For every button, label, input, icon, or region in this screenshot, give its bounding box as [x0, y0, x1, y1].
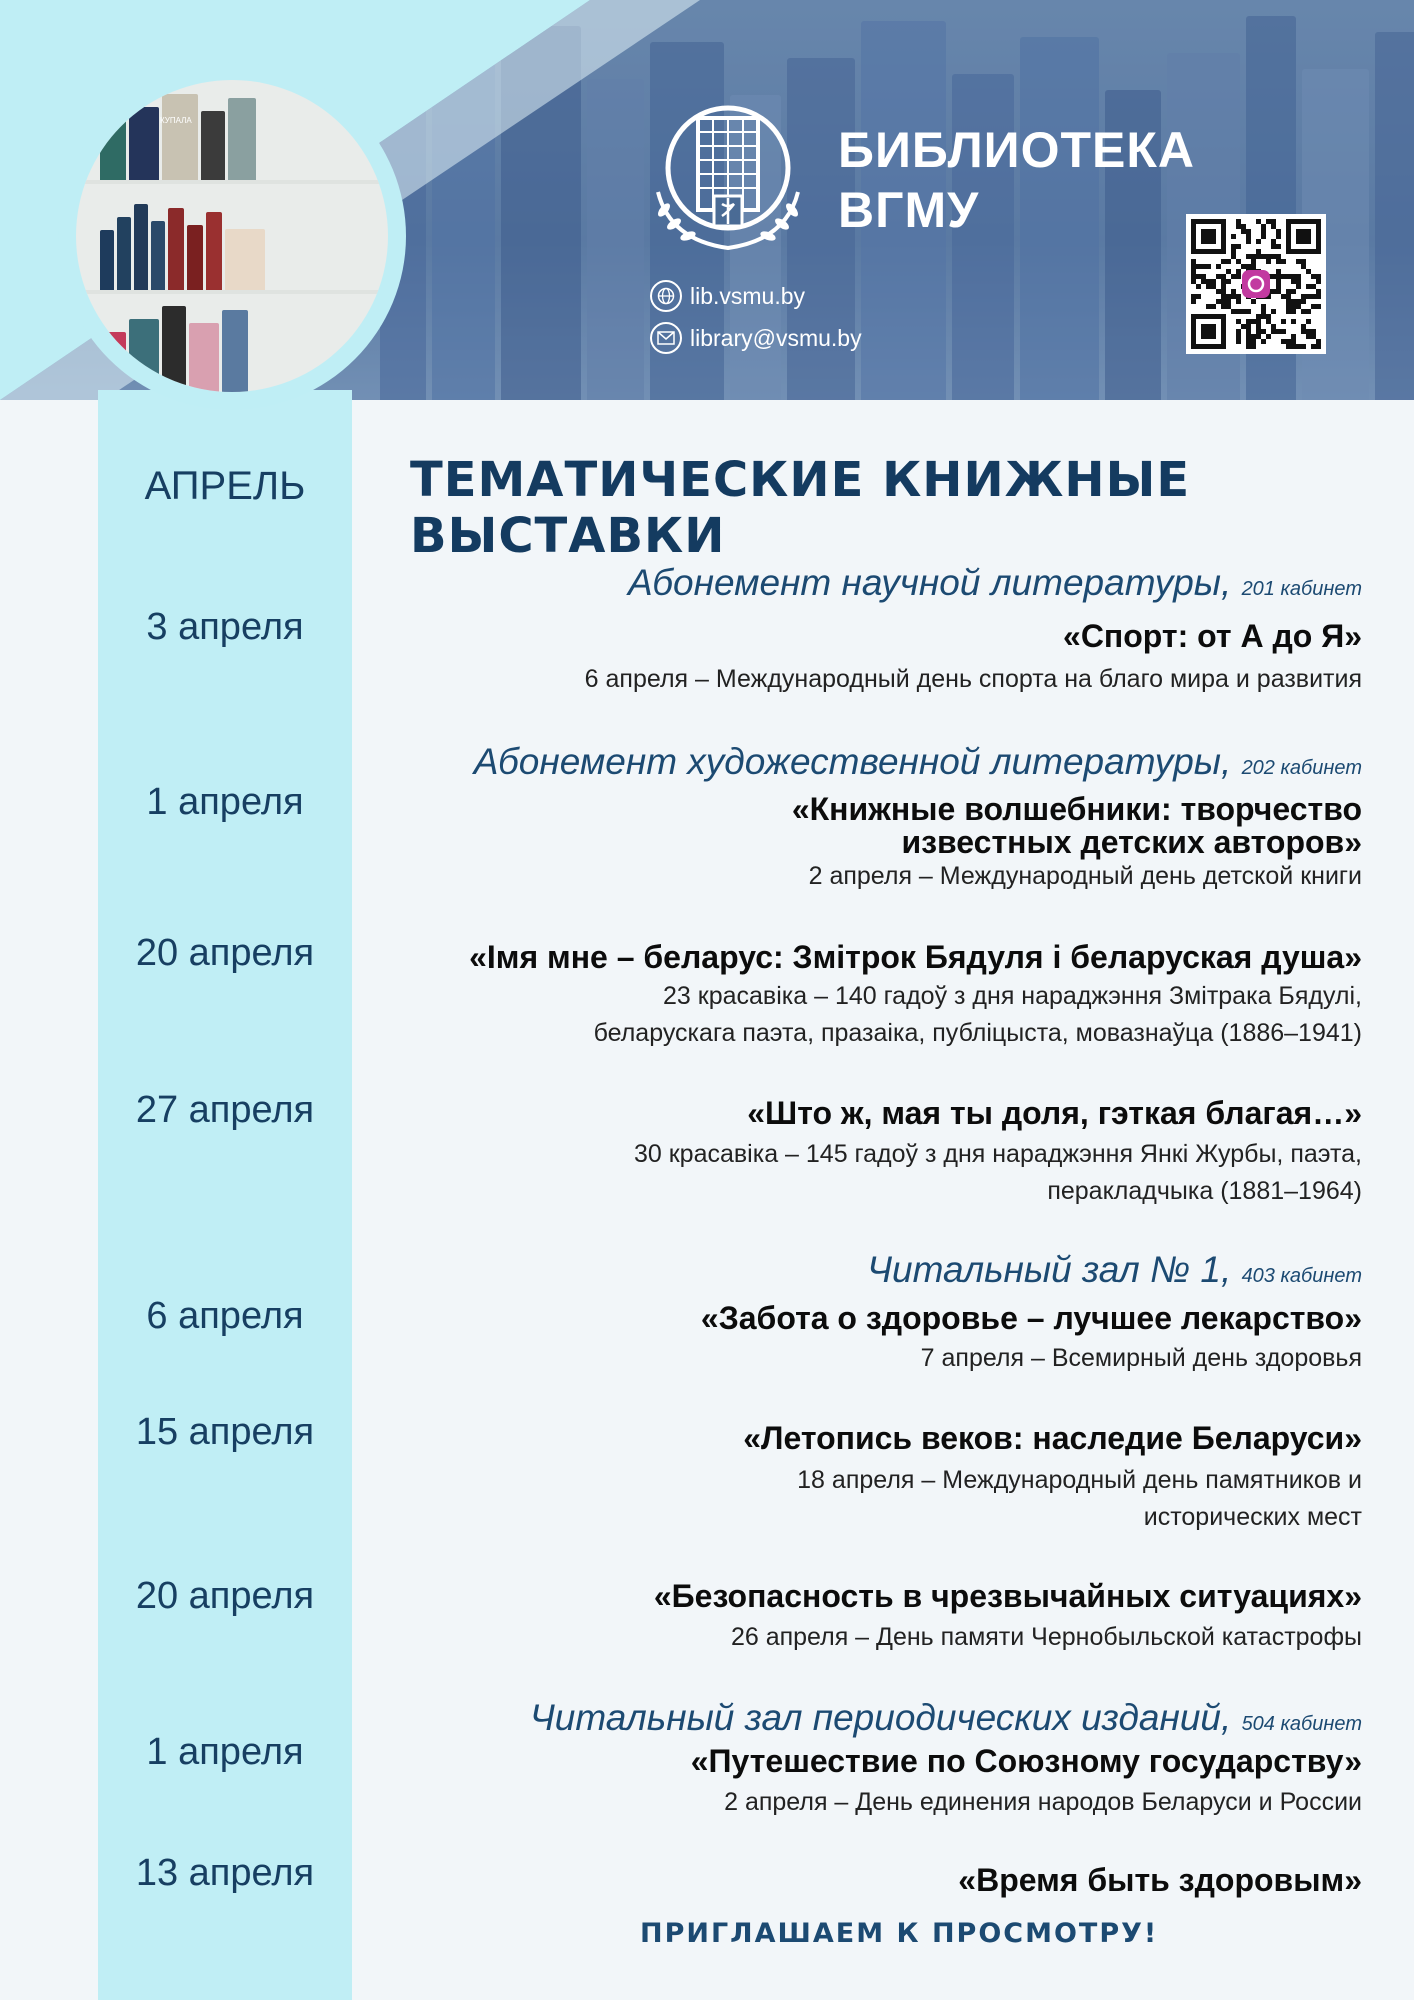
exhibition-description: 18 апреля – Международный день памятников и исторических мест: [797, 1466, 1362, 1531]
department-heading: [867, 1249, 1362, 1291]
invitation-text: ПРИГЛАШАЕМ К ПРОСМОТРУ!: [640, 1918, 1159, 1949]
exhibition-date: 20 апреля: [135, 932, 315, 974]
library-logo-icon: [640, 100, 830, 260]
email-link[interactable]: [650, 322, 862, 354]
exhibition-title: «Імя мне – беларус: Змітрок Бядуля і беларуская душа»: [469, 939, 1362, 975]
library-title: БИБЛИОТЕКА ВГМУ: [838, 122, 1195, 238]
exhibition-description: 26 апреля – День памяти Чернобыльской катастрофы: [730, 1623, 1362, 1651]
exhibition-title: «Путешествие по Союзному государству»: [690, 1743, 1362, 1779]
exhibition-title: «Спорт: от А до Я»: [1063, 618, 1362, 654]
exhibition-date: 1 апреля: [146, 1731, 304, 1773]
department-name: Абонемент художественной литературы,: [473, 741, 1232, 782]
room-number: 403 кабинет: [1241, 1265, 1362, 1287]
qr-code[interactable]: [1186, 214, 1326, 354]
exhibition-date: 15 апреля: [135, 1411, 315, 1453]
email-text: library@vsmu.by: [690, 324, 862, 351]
exhibition-date: 13 апреля: [135, 1852, 315, 1894]
website-link[interactable]: [650, 280, 805, 312]
department-heading: [530, 1697, 1362, 1739]
exhibition-date: 20 апреля: [135, 1575, 315, 1617]
exhibition-title: «Безопасность в чрезвычайных ситуациях»: [653, 1578, 1362, 1614]
photo-book-label: КУПАЛА: [160, 116, 192, 125]
exhibition-title: «Время быть здоровым»: [958, 1862, 1362, 1898]
exhibition-date: 1 апреля: [146, 781, 304, 823]
department-name: Читальный зал периодических изданий,: [529, 1697, 1232, 1738]
exhibition-description: 7 апреля – Всемирный день здоровья: [920, 1344, 1362, 1372]
exhibition-date: 3 апреля: [146, 606, 304, 648]
exhibition-title: «Што ж, мая ты доля, гэткая благая…»: [747, 1095, 1362, 1131]
department-name: Абонемент научной литературы,: [627, 562, 1232, 603]
exhibition-description: 2 апреля – День единения народов Беларуси и России: [724, 1788, 1362, 1816]
exhibition-photo: [58, 62, 406, 410]
exhibition-date: 6 апреля: [146, 1295, 304, 1337]
department-heading: [628, 562, 1362, 604]
department-name: Читальный зал № 1,: [867, 1249, 1232, 1290]
room-number: 201 кабинет: [1241, 578, 1362, 600]
exhibition-title: «Забота о здоровье – лучшее лекарство»: [700, 1300, 1362, 1336]
mail-icon: [650, 322, 682, 354]
exhibition-description: 2 апреля – Международный день детской книги: [808, 862, 1362, 890]
room-number: 202 кабинет: [1241, 757, 1362, 779]
exhibition-description: 30 красавіка – 145 гадоў з дня нараджэння Янкі Журбы, паэта, перакладчыка (1881–1964): [633, 1140, 1362, 1205]
exhibition-date: 27 апреля: [135, 1089, 315, 1131]
exhibition-description: 6 апреля – Международный день спорта на благо мира и развития: [584, 665, 1362, 693]
room-number: 504 кабинет: [1241, 1713, 1362, 1735]
department-heading: [474, 741, 1362, 783]
month-label: АПРЕЛЬ: [144, 464, 306, 508]
exhibition-description: 23 красавіка – 140 гадоў з дня нараджэння Змітрака Бядулі, беларускага паэта, празаіка, публіцыста, мовазнаўца (1886–1941): [593, 982, 1362, 1047]
exhibition-title: «Книжные волшебники: творчество известных детских авторов»: [791, 791, 1362, 860]
page-title: ТЕМАТИЧЕСКИЕ КНИЖНЫЕ ВЫСТАВКИ: [410, 452, 1191, 564]
instagram-icon: [1242, 270, 1270, 298]
globe-icon: [650, 280, 682, 312]
exhibition-title: «Летопись веков: наследие Беларуси»: [743, 1420, 1362, 1456]
website-text: lib.vsmu.by: [690, 282, 806, 309]
